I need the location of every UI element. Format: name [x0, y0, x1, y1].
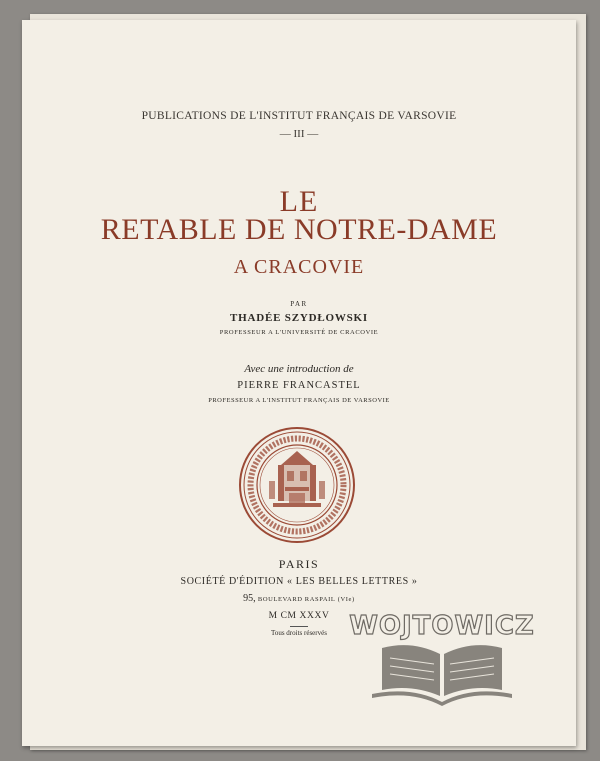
address-street: BOULEVARD RASPAIL — [257, 596, 336, 603]
author-name: THADÉE SZYDŁOWSKI — [230, 312, 368, 324]
title-line-2: RETABLE DE NOTRE-DAME — [100, 213, 498, 246]
imprint-city: PARIS — [278, 557, 320, 571]
divider — [290, 626, 308, 627]
rights-notice: Tous droits réservés — [271, 629, 327, 637]
introduction-author: PIERRE FRANCASTEL — [237, 380, 361, 391]
author-role: PROFESSEUR A L'UNIVERSITÉ DE CRACOVIE — [219, 329, 379, 336]
publisher-name: SOCIÉTÉ D'ÉDITION « LES BELLES LETTRES » — [180, 576, 418, 587]
university-seal-icon — [237, 425, 357, 545]
par-label: PAR — [290, 300, 308, 308]
address-district: (VIe) — [337, 596, 355, 603]
title-line-3: A CRACOVIE — [233, 256, 365, 278]
introduction-label: Avec une introduction de — [244, 363, 354, 375]
stamp-text: WOJTOWICZ — [349, 611, 535, 641]
address-number: 95, — [243, 593, 256, 604]
series-number: — III — — [279, 128, 319, 140]
title-line-1: LE — [279, 185, 319, 218]
title-page — [22, 20, 576, 746]
introduction-author-role: PROFESSEUR A L'INSTITUT FRANÇAIS DE VARSOVIE — [208, 397, 390, 404]
series-title: PUBLICATIONS DE L'INSTITUT FRANÇAIS DE VARSOVIE — [141, 110, 457, 122]
open-book-stamp-icon — [342, 598, 542, 708]
publication-year: M CM XXXV — [268, 611, 330, 621]
